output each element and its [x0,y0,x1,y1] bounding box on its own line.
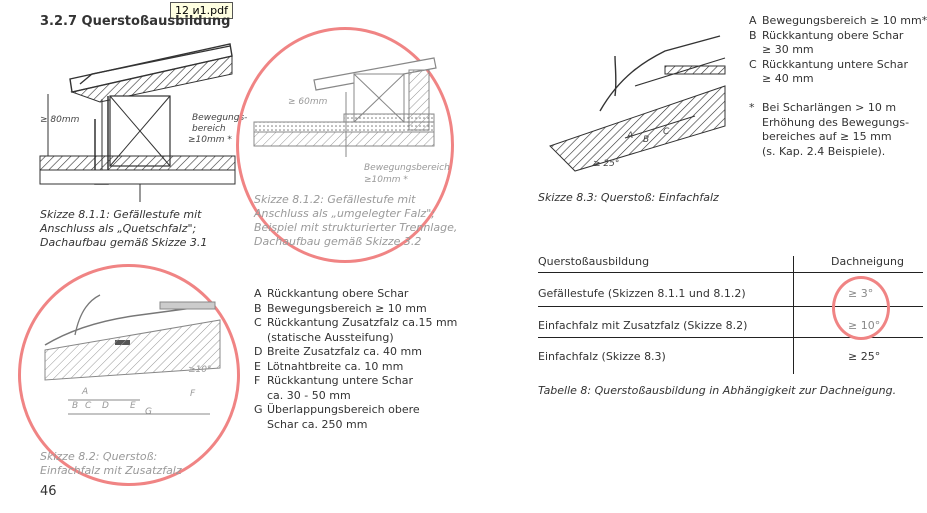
legend-text: Schar ca. 250 mm [267,417,368,431]
legend-item [254,331,457,346]
sketch-82-caption: Skizze 8.2: Querstoß: Einfachfalz mit Zusatzfalz [40,450,182,477]
legend-text: Bewegungsbereich ≥ 10 mm [267,301,427,315]
sketch-812-drawing [254,52,450,192]
legend-item [749,43,927,58]
sketch-82-letter-c: C [85,401,92,411]
sketch-812-note-1: Bewegungsbereich [364,163,450,173]
legend-key [749,116,762,131]
table-row-3-label: Einfachfalz (Skizze 8.3) [538,350,666,363]
table-header-col1: Querstoßausbildung [538,255,650,268]
legend-item [749,14,927,29]
legend-text: ca. 30 - 50 mm [267,388,351,402]
legend-text: (s. Kap. 2.4 Beispiele). [762,144,886,158]
legend-text: Bei Scharlängen > 10 m [762,101,897,114]
sketch-812-dim-label: ≥ 60mm [288,97,328,107]
legend-item [749,58,927,73]
legend-text: Rückkantung obere Schar [762,28,904,42]
legend-item [749,145,927,160]
sketch-811-caption: Skizze 8.1.1: Gefällestufe mit Anschluss als „Quetschfalz"; Dachaufbau gemäß Skizze 3.1 [40,208,208,249]
sketch-83-letter-b: B [643,135,650,145]
legend-key [749,130,762,145]
highlight-circle-table [832,276,890,340]
legend-key: B [749,28,757,42]
legend-text: Rückkantung Zusatzfalz ca.15 mm [267,316,458,329]
page-number: 46 [40,484,57,499]
legend-item [749,130,927,145]
legend-item [254,287,457,302]
sketch-812-note-2: ≥10mm * [364,175,408,185]
legend-text: Erhöhung des Bewegungs- [762,115,910,129]
section-title: 3.2.7 Querstoßausbildung [40,14,231,29]
legend-item [254,302,457,317]
legend-key: F [254,374,261,387]
legend-key [749,43,762,58]
legend-key: A [254,287,262,300]
sketch-82-drawing [40,290,230,430]
sketch-82-letter-f: F [190,389,196,399]
legend-key: E [254,359,261,373]
legend-text: Rückkantung untere Schar [267,374,413,387]
table-row-3-value: ≥ 25° [848,350,881,363]
legend-key [254,418,267,433]
sketch-82-letter-g: G [145,407,152,417]
legend-item [254,316,457,331]
table-8-caption: Tabelle 8: Querstoßausbildung in Abhängigkeit zur Dachneigung. [538,384,897,397]
legend-item [749,72,927,87]
legend-item [254,374,457,389]
table-row-2-value: ≥ 10° [848,319,881,332]
legend-item [254,403,457,418]
sketch-83-letter-c: C [663,127,670,137]
legend-text: Bewegungsbereich ≥ 10 mm* [762,14,927,27]
sketch-83-drawing [545,26,735,176]
legend-text: (statische Aussteifung) [267,330,394,344]
legend-82 [254,287,457,432]
legend-text: Überlappungsbereich obere [267,403,420,416]
legend-item [749,101,927,116]
legend-item [254,418,457,433]
legend-item [749,116,927,131]
legend-text: Rückkantung obere Schar [267,287,409,300]
sketch-83-caption: Skizze 8.3: Querstoß: Einfachfalz [538,191,719,204]
legend-item [749,87,927,102]
legend-item [254,360,457,375]
sketch-811-drawing [40,34,248,214]
legend-key: A [749,14,757,27]
table-row-2-label: Einfachfalz mit Zusatzfalz (Skizze 8.2) [538,319,748,332]
legend-text: Breite Zusatzfalz ca. 40 mm [267,345,422,358]
file-tooltip: 12 и1.pdf [170,2,233,19]
legend-key: C [254,316,262,329]
legend-text: Lötnahtbreite ca. 10 mm [267,359,404,373]
legend-key [749,72,762,87]
sketch-82-letter-d: D [102,401,109,411]
legend-key [254,389,267,404]
legend-key: G [254,403,263,416]
sketch-811-note-2: bereich [192,124,226,134]
sketch-82-letter-b: B [72,401,79,411]
legend-text: ≥ 40 mm [762,72,814,85]
legend-key: * [749,101,755,114]
table-row-1-value: ≥ 3° [848,287,874,300]
legend-item [254,345,457,360]
sketch-82-letter-e: E [130,401,136,411]
sketch-82-letter-a: A [82,387,89,397]
sketch-83-letter-a: A [627,131,634,141]
legend-item [254,389,457,404]
legend-83 [749,14,927,159]
legend-key [254,331,267,346]
sketch-812-caption: Skizze 8.1.2: Gefällestufe mit Anschluss als „umgelegter Falz"; Beispiel mit strukturierter Trennlage, Dachaufbau gemäß Skizze 3.2 [254,193,458,248]
table-row-1-label: Gefällestufe (Skizzen 8.1.1 und 8.1.2) [538,287,746,300]
sketch-811-note-3: ≥10mm * [188,135,232,145]
legend-key [749,87,762,102]
sketch-83-angle: ≥ 25° [593,159,620,169]
legend-item [749,29,927,44]
legend-text: bereiches auf ≥ 15 mm [762,130,892,143]
sketch-811-note-1: Bewegungs- [192,113,248,123]
legend-key: D [254,345,263,358]
legend-key [749,145,762,160]
legend-key: B [254,301,262,315]
legend-key: C [749,57,757,71]
table-header-col2: Dachneigung [831,255,904,268]
legend-text: Rückkantung untere Schar [762,57,908,71]
legend-text: ≥ 30 mm [762,43,814,56]
sketch-811-dim-label: ≥ 80mm [40,115,80,125]
sketch-82-angle: ≥10° [188,365,212,375]
